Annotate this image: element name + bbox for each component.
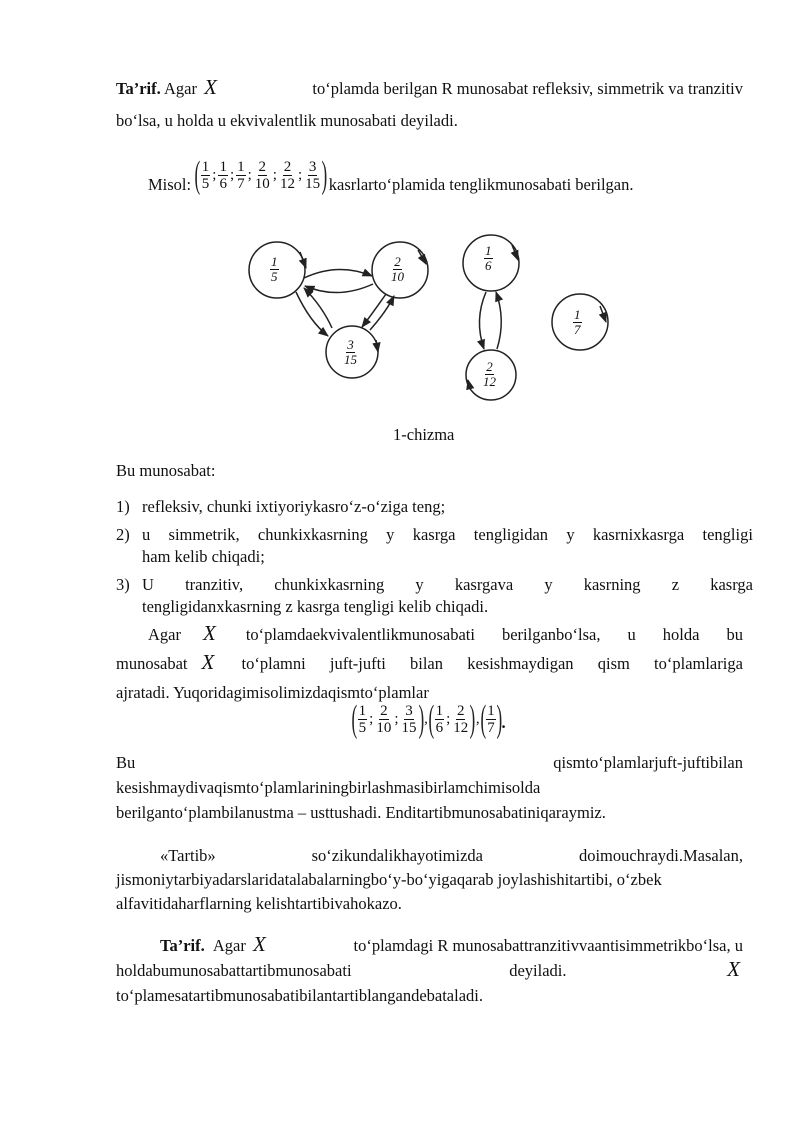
para1-line-2: munosabat X to‘plamni juft-jufti bilan kesishmaydigan qism to‘plamlariga — [116, 650, 743, 674]
edge-2-10-to-3-15 — [362, 294, 386, 327]
example-fraction: 1 7 — [237, 158, 245, 192]
para1-line-1: Agar X to‘plamdaekvivalentlikmunosabati berilganbo‘lsa, u holda bu — [148, 621, 743, 645]
para2-line-1: «Tartib» so‘zikundalikhayotimizda doimouchraydi.Masalan, — [160, 846, 743, 865]
class-fraction: 3 15 — [401, 702, 417, 736]
set-variable: X — [202, 621, 216, 645]
set-variable: X — [727, 957, 740, 981]
para1-line-6: kesishmaydivaqismto‘plamlariningbirlashmasibirlamchimisolda — [116, 778, 541, 797]
class-fraction: 2 10 — [376, 702, 392, 736]
example-fraction: 2 10 — [254, 158, 270, 192]
node-label-2-12: 2 12 — [483, 359, 496, 389]
loop-arrow-1-5 — [300, 252, 306, 268]
definition-term: Ta’rif. — [160, 936, 205, 955]
list-item: 2) u simmetrik, chunkixkasrning y kasrga tengligidan y kasrnixkasrga tengligi ham kelib chiqadi; — [116, 525, 753, 566]
node-label-1-7: 1 7 — [574, 307, 581, 337]
example-fraction: 2 12 — [279, 158, 295, 192]
para1-line-5: Bu qismto‘plamlarjuft-juftibilan — [116, 753, 743, 772]
definition-term: Ta’rif. — [116, 79, 161, 98]
para2-line-3: alfavitidaharflarning kelishtartibivahokazo. — [116, 894, 402, 913]
example-tail: kasrlarto‘plamida tenglikmunosabati berilgan. — [328, 175, 634, 194]
properties-list — [116, 496, 756, 624]
list-item: 1) refleksiv, chunki ixtiyoriykasro‘z-o‘ziga teng; — [116, 497, 446, 516]
example-fraction: 1 5 — [201, 158, 210, 192]
edge-1-6-to-2-12 — [479, 292, 486, 349]
definition-1-line-1: Ta’rif. Agar X to‘plamda berilgan R munosabat refleksiv, simmetrik va tranzitiv — [116, 75, 743, 99]
definition-2-line-2: holdabumunosabattartibmunosabati deyiladi. X — [116, 957, 740, 981]
list-item-justified-line: u simmetrik, chunkixkasrning y kasrga tengligidan y kasrnixkasrga tengligi — [142, 525, 753, 544]
para1-line-3: ajratadi. Yuqoridagimisolimizdaqismto‘plamlar — [116, 683, 429, 702]
set-variable: X — [253, 932, 266, 956]
edge-3-15-to-1-5 — [304, 288, 332, 328]
example-label: Misol: — [148, 175, 192, 194]
loop-arrow-1-7 — [600, 306, 606, 322]
edge-3-15-to-2-10 — [370, 296, 394, 330]
para1-line-7: berilganto‘plambilanustma – usttushadi. Enditartibmunosabatiniqaraymiz. — [116, 803, 606, 822]
class-fraction: 1 5 — [358, 702, 367, 736]
list-item: 3) U tranzitiv, chunkixkasrning y kasrgava y kasrning z kasrga tengligidanxkasrning z kasrga tengligi kelib chiqadi. — [116, 575, 753, 616]
edge-1-5-to-3-15 — [296, 292, 328, 336]
node-label-3-15: 3 15 — [344, 337, 357, 367]
loop-arrow-2-12 — [468, 380, 470, 388]
example-fraction: 1 6 — [219, 158, 227, 192]
example-fraction: 3 15 — [305, 158, 321, 192]
edge-2-12-to-1-6 — [496, 292, 501, 349]
definition-1-line-2: bo‘lsa, u holda u ekvivalentlik munosabati deyiladi. — [116, 111, 458, 130]
intro-text: Bu munosabat: — [116, 461, 216, 480]
definition-2-line-1: Ta’rif. Agar X to‘plamdagi R munosabattranzitivvaantisimmetrikbo‘lsa, u — [160, 932, 743, 956]
node-label-1-6: 1 6 — [485, 243, 492, 273]
node-label-1-5: 1 5 — [271, 254, 278, 284]
figure-caption: 1-chizma — [393, 425, 455, 444]
para2-line-2: jismoniytarbiyadarslaridatalabalarningbo‘y-bo‘yigaqarab joylashishitartibi, o‘zbek — [116, 870, 662, 889]
loop-arrow-3-15 — [376, 340, 378, 352]
definition-2-line-3: to‘plamesatartibmunosabatibilantartiblangandebataladi. — [116, 986, 483, 1005]
set-variable: X — [201, 650, 215, 674]
set-variable: X — [204, 75, 217, 99]
relation-graph-figure — [0, 0, 800, 420]
class-fraction: 1 6 — [435, 702, 444, 736]
edge-2-10-to-1-5 — [305, 284, 373, 293]
loop-arrow-1-6 — [512, 245, 518, 260]
list-item-justified-line: U tranzitiv, chunkixkasrning y kasrgava y kasrning z kasrga — [142, 575, 753, 594]
loop-arrow-2-10 — [418, 250, 426, 264]
node-label-2-10: 2 10 — [391, 254, 404, 284]
equivalence-classes: ( 1 5 ; 2 10 ; 3 15 ) , ( 1 6 ; 2 12 ) , ( 1 7 ) . — [351, 698, 506, 740]
class-fraction: 1 7 — [487, 702, 495, 736]
edge-1-5-to-2-10 — [304, 269, 372, 278]
class-fraction: 2 12 — [453, 702, 469, 736]
example-line — [148, 156, 633, 194]
example-fraction-set: ( 1 5 ; 1 6 ; 1 7 ; 2 10 ; 2 12 ; 3 15 ) — [194, 154, 328, 196]
